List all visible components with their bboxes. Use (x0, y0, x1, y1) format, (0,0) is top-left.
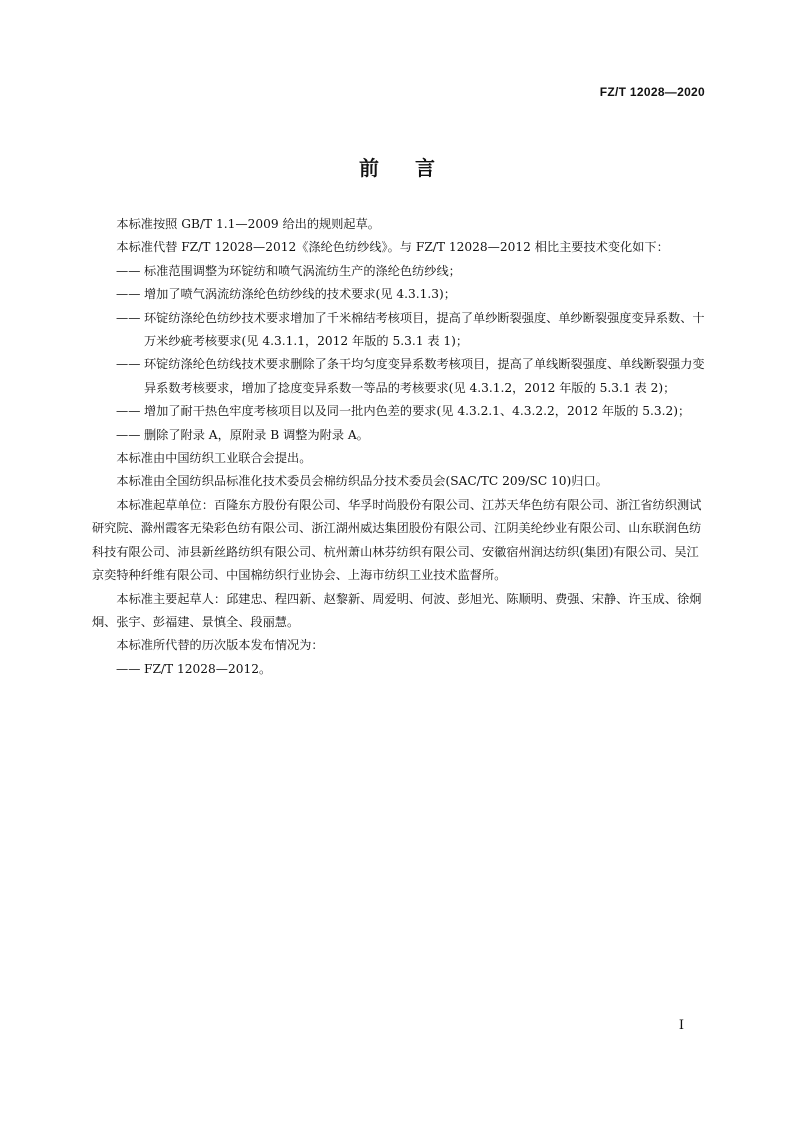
paragraph-previous-editions: 本标准所代替的历次版本发布情况为： (116, 638, 324, 653)
paragraph-drafters: 本标准主要起草人：邱建忠、程四新、赵黎新、周爱明、何波、彭旭光、陈顺明、费强、宋静、许玉成、徐炯炯、张宇、彭福建、景慎全、段丽慧。 (92, 591, 702, 629)
change-text: 环锭纺涤纶色纺线技术要求删除了条干均匀度变异系数考核项目，提高了单线断裂强度、单线断裂强力变异系数考核要求，增加了捻度变异系数一等品的考核要求(见 4.3.1.2，2012 年版的 5.3.1 表 2)； (144, 357, 705, 395)
standard-code: FZ/T 12028—2020 (599, 85, 705, 99)
change-item (92, 283, 708, 306)
change-item (92, 307, 708, 354)
change-item (92, 424, 708, 447)
paragraph-proposed-by: 本标准由中国纺织工业联合会提出。 (116, 451, 312, 466)
change-text: 环锭纺涤纶色纺纱技术要求增加了千米棉结考核项目，提高了单纱断裂强度、单纱断裂强度变异系数、十万米纱疵考核要求(见 4.3.1.1，2012 年版的 5.3.1 表 1)； (144, 310, 705, 349)
paragraph-replaces: 本标准代替 FZ/T 12028—2012《涤纶色纺纱线》。与 FZ/T 12028—2012 相比主要技术变化如下： (116, 240, 669, 255)
edition-item (92, 658, 708, 681)
dash-mark: —— (116, 427, 141, 442)
page-number: I (678, 1018, 684, 1033)
change-text: 增加了耐干热色牢度考核项目以及同一批内色差的要求(见 4.3.2.1、4.3.2.2，2012 年版的 5.3.2)； (144, 404, 691, 419)
change-item (92, 260, 708, 283)
dash-mark: —— (116, 287, 141, 302)
change-text: 删除了附录 A，原附录 B 调整为附录 A。 (144, 427, 369, 442)
paragraph-under-jurisdiction: 本标准由全国纺织品标准化技术委员会棉纺织品分技术委员会(SAC/TC 209/SC 10)归口。 (116, 474, 608, 489)
dash-mark: —— (116, 310, 141, 325)
dash-mark: —— (116, 357, 141, 372)
page-title: 前言 (359, 156, 471, 180)
change-text: 增加了喷气涡流纺涤纶色纺纱线的技术要求(见 4.3.1.3)； (144, 287, 456, 302)
change-item (92, 400, 708, 423)
change-text: 标准范围调整为环锭纺和喷气涡流纺生产的涤纶色纺纱线； (144, 263, 461, 278)
change-item (92, 353, 708, 400)
paragraph-drafting-units: 本标准起草单位：百隆东方股份有限公司、华孚时尚股份有限公司、江苏天华色纺有限公司、浙江省纺织测试研究院、滁州霞客无染彩色纺有限公司、浙江湖州威达集团股份有限公司、江阴美纶纱业有限公司、山东联润色纺科技有限公司、沛县新丝路纺织有限公司、杭州萧山林芬纺织有限公司、安徽宿州润达纺织(集团)有限公司、吴江京奕特种纤维有限公司、中国棉纺织行业协会、上海市纺织工业技术监督所。 (92, 497, 702, 583)
dash-mark: —— (116, 404, 141, 419)
edition-text: FZ/T 12028—2012。 (144, 661, 272, 676)
foreword-body (92, 213, 708, 681)
paragraph-drafting-rules: 本标准按照 GB/T 1.1—2009 给出的规则起草。 (116, 217, 380, 231)
dash-mark: —— (116, 661, 141, 676)
dash-mark: —— (116, 263, 141, 278)
